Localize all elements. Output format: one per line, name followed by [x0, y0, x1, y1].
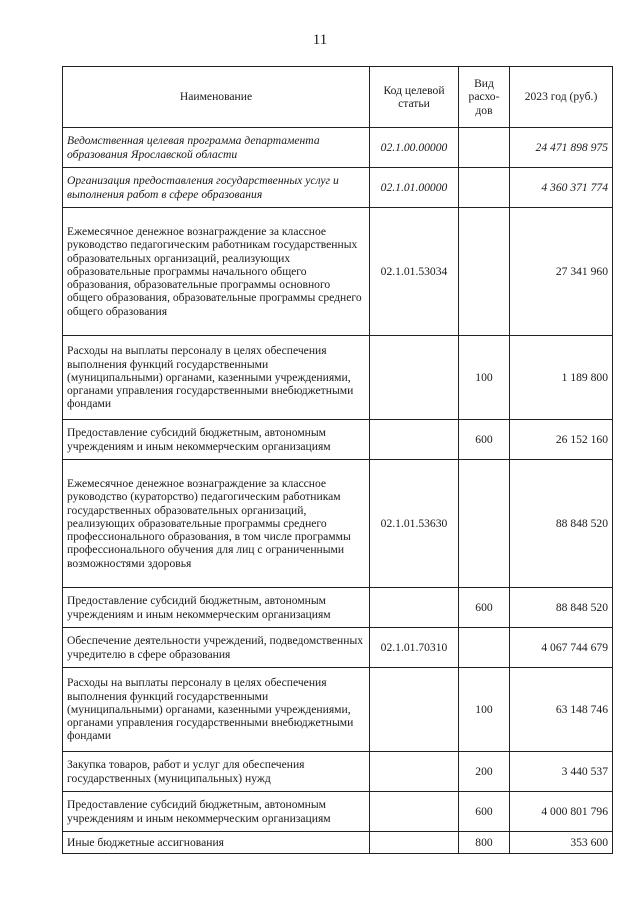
row-name: Ежемесячное денежное вознаграждение за классное руководство (кураторство) педагогическим работникам государственных образовательных организаций, реализующих образовательные программы среднего профессионального образования, в том числе программы профессионального обучения для лиц с ограниченными возможностями здоровья: [63, 460, 370, 588]
row-type: 600: [459, 792, 510, 832]
row-type: 200: [459, 752, 510, 792]
row-code: 02.1.00.00000: [370, 128, 459, 168]
row-code: [370, 420, 459, 460]
table-row: [63, 832, 613, 854]
table-row: [63, 208, 613, 336]
row-code: [370, 832, 459, 854]
table-row: [63, 128, 613, 168]
row-code: [370, 752, 459, 792]
row-name: Расходы на выплаты персоналу в целях обеспечения выполнения функций государственными (муниципальными) органами, казенными учреждениями, органами управления государственными внебюджетными фондами: [63, 336, 370, 420]
table-row: [63, 168, 613, 208]
row-name: Предоставление субсидий бюджетным, автономным учреждениям и иным некоммерческим организациям: [63, 588, 370, 628]
table-row: [63, 668, 613, 752]
page-number: 11: [312, 32, 328, 48]
budget-table: [62, 66, 613, 854]
row-amount: 88 848 520: [510, 588, 613, 628]
table-row: [63, 336, 613, 420]
table-row: [63, 628, 613, 668]
row-name: Расходы на выплаты персоналу в целях обеспечения выполнения функций государственными (муниципальными) органами, казенными учреждениями, органами управления государственными внебюджетными фондами: [63, 668, 370, 752]
row-amount: 4 360 371 774: [510, 168, 613, 208]
table-row: [63, 588, 613, 628]
row-type: 800: [459, 832, 510, 854]
row-name: Ведомственная целевая программа департамента образования Ярославской области: [63, 128, 370, 168]
row-code: [370, 792, 459, 832]
row-type: [459, 628, 510, 668]
header-type: Вид расхо-дов: [459, 67, 510, 128]
row-name: Ежемесячное денежное вознаграждение за классное руководство педагогическим работникам государственных образовательных организаций, реализующих образовательные программы начального общего образования, образовательные программы основного общего образования, образовательные программы среднего общего образования: [63, 208, 370, 336]
row-type: 100: [459, 336, 510, 420]
row-amount: 24 471 898 975: [510, 128, 613, 168]
table-row: [63, 460, 613, 588]
table-row: [63, 792, 613, 832]
row-type: [459, 460, 510, 588]
row-name: Иные бюджетные ассигнования: [63, 832, 370, 854]
row-type: 600: [459, 588, 510, 628]
row-amount: 353 600: [510, 832, 613, 854]
row-amount: 4 067 744 679: [510, 628, 613, 668]
row-type: [459, 168, 510, 208]
row-name: Закупка товаров, работ и услуг для обеспечения государственных (муниципальных) нужд: [63, 752, 370, 792]
row-code: 02.1.01.53630: [370, 460, 459, 588]
row-amount: 3 440 537: [510, 752, 613, 792]
row-code: 02.1.01.53034: [370, 208, 459, 336]
row-name: Организация предоставления государственных услуг и выполнения работ в сфере образования: [63, 168, 370, 208]
row-type: 600: [459, 420, 510, 460]
row-name: Обеспечение деятельности учреждений, подведомственных учредителю в сфере образования: [63, 628, 370, 668]
row-code: 02.1.01.00000: [370, 168, 459, 208]
row-code: 02.1.01.70310: [370, 628, 459, 668]
header-name: Наименование: [63, 67, 370, 128]
header-code: Код целевой статьи: [370, 67, 459, 128]
row-type: [459, 208, 510, 336]
row-name: Предоставление субсидий бюджетным, автономным учреждениям и иным некоммерческим организациям: [63, 420, 370, 460]
header-amount: 2023 год (руб.): [510, 67, 613, 128]
table-row: [63, 752, 613, 792]
row-name: Предоставление субсидий бюджетным, автономным учреждениям и иным некоммерческим организациям: [63, 792, 370, 832]
table-row: [63, 420, 613, 460]
table-header-row: [63, 67, 613, 128]
row-amount: 26 152 160: [510, 420, 613, 460]
row-type: [459, 128, 510, 168]
row-amount: 1 189 800: [510, 336, 613, 420]
row-code: [370, 336, 459, 420]
row-amount: 63 148 746: [510, 668, 613, 752]
row-type: 100: [459, 668, 510, 752]
row-code: [370, 668, 459, 752]
row-amount: 4 000 801 796: [510, 792, 613, 832]
row-amount: 27 341 960: [510, 208, 613, 336]
row-amount: 88 848 520: [510, 460, 613, 588]
row-code: [370, 588, 459, 628]
